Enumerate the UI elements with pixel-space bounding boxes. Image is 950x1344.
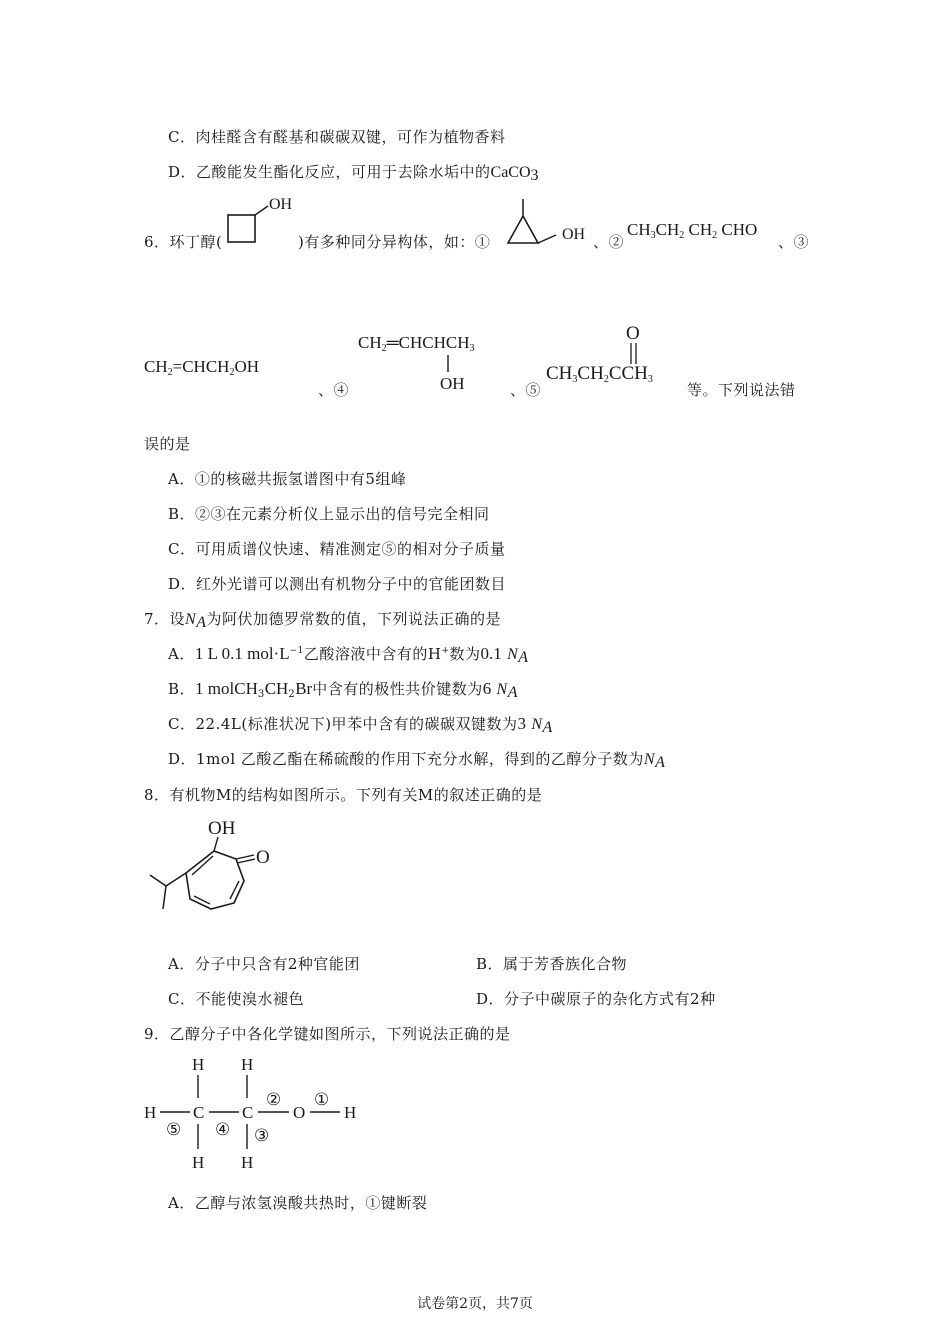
- q6-tail-2: 误的是: [144, 435, 191, 453]
- q6-option-a: A．①的核磁共振氢谱图中有5组峰: [168, 470, 407, 488]
- isomer-5-formula: $CH_3CH_2CCH_3$: [546, 363, 653, 385]
- q8-stem: 8．有机物M的结构如图所示。下列有关M的叙述正确的是: [144, 786, 543, 804]
- q8-option-c: C．不能使溴水褪色: [168, 990, 304, 1008]
- q9-stem: 9．乙醇分子中各化学键如图所示，下列说法正确的是: [144, 1025, 511, 1043]
- q6-lead: 6．环丁醇(: [144, 233, 223, 251]
- isomer-4-formula: $CH_2═CHCHCH_3$: [358, 333, 475, 354]
- isomer-4-oh-branch: [440, 352, 480, 392]
- q7-option-b: B．1 $molCH_3CH_2Br$中含有的极性共价键数为6 $N_A$: [168, 679, 518, 701]
- svg-text:④: ④: [215, 1120, 231, 1139]
- svg-text:H: H: [241, 1055, 254, 1074]
- svg-text:①: ①: [314, 1090, 330, 1109]
- svg-text:OH: OH: [208, 818, 236, 839]
- svg-text:H: H: [192, 1055, 205, 1074]
- svg-text:O: O: [293, 1103, 306, 1122]
- q6-sep-3: 、③: [778, 233, 810, 251]
- q6-tail: 等。下列说法错: [687, 381, 796, 399]
- q6-sep-2: 、②: [593, 233, 625, 251]
- ethanol-bond-diagram: [140, 1050, 380, 1175]
- q7-option-d: D．1mol 乙酸乙酯在稀硫酸的作用下充分水解，得到的乙醇分子数为$N_A$: [168, 750, 666, 771]
- svg-text:OH: OH: [440, 374, 465, 393]
- q6-option-c: C．可用质谱仪快速、精准测定⑤的相对分子质量: [168, 540, 506, 558]
- svg-text:OH: OH: [562, 226, 586, 243]
- svg-text:O: O: [256, 847, 270, 868]
- q8-option-d: D．分子中碳原子的杂化方式有2种: [476, 990, 716, 1008]
- svg-text:H: H: [144, 1103, 157, 1122]
- isomer-3-formula: $CH_2=CHCH_2OH$: [144, 357, 260, 378]
- isomer-5-carbonyl: [624, 320, 648, 368]
- svg-text:OH: OH: [269, 196, 293, 213]
- methylcyclopropanol-structure: [505, 196, 595, 251]
- svg-text:H: H: [192, 1153, 205, 1172]
- isomer-2-formula: $CH_3CH_2$ $CH_2$ CHO: [627, 220, 758, 241]
- svg-text:H: H: [241, 1153, 254, 1172]
- q6-option-d: D．红外光谱可以测出有机物分子中的官能团数目: [168, 575, 507, 593]
- q5-option-c: C．肉桂醛含有醛基和碳碳双键，可作为植物香料: [168, 128, 506, 146]
- svg-text:②: ②: [266, 1090, 282, 1109]
- q7-option-a: A．1 L 0.1 $mol\cdot L^{-1}$乙酸溶液中含有的H+数为0.1 $N_A$: [168, 644, 529, 666]
- q6-close-paren: )有多种同分异构体，如：①: [298, 233, 491, 251]
- q6-sep-5: 、⑤: [510, 381, 542, 399]
- q5-option-d: D．乙酸能发生酯化反应，可用于去除水垢中的CaCO$_3$: [168, 163, 539, 184]
- q9-option-a: A．乙醇与浓氢溴酸共热时，①键断裂: [168, 1194, 428, 1212]
- svg-text:⑤: ⑤: [166, 1120, 182, 1139]
- q7-stem: 7．设$N_A$为阿伏加德罗常数的值，下列说法正确的是: [144, 610, 502, 631]
- q6-option-b: B．②③在元素分析仪上显示出的信号完全相同: [168, 505, 490, 523]
- page-footer: 试卷第2页，共7页: [417, 1296, 533, 1312]
- cyclobutanol-structure: [222, 195, 302, 250]
- q7-option-c: C．22.4L(标准状况下)甲苯中含有的碳碳双键数为3 $N_A$: [168, 714, 553, 736]
- svg-text:③: ③: [254, 1126, 270, 1145]
- svg-text:C: C: [242, 1103, 254, 1122]
- svg-text:H: H: [344, 1103, 357, 1122]
- q8-option-a: A．分子中只含有2种官能团: [168, 955, 360, 973]
- q6-sep-4: 、④: [318, 381, 350, 399]
- svg-text:C: C: [193, 1103, 205, 1122]
- q8-option-b: B．属于芳香族化合物: [476, 955, 628, 973]
- svg-text:O: O: [626, 323, 640, 344]
- molecule-m-structure: [140, 815, 290, 920]
